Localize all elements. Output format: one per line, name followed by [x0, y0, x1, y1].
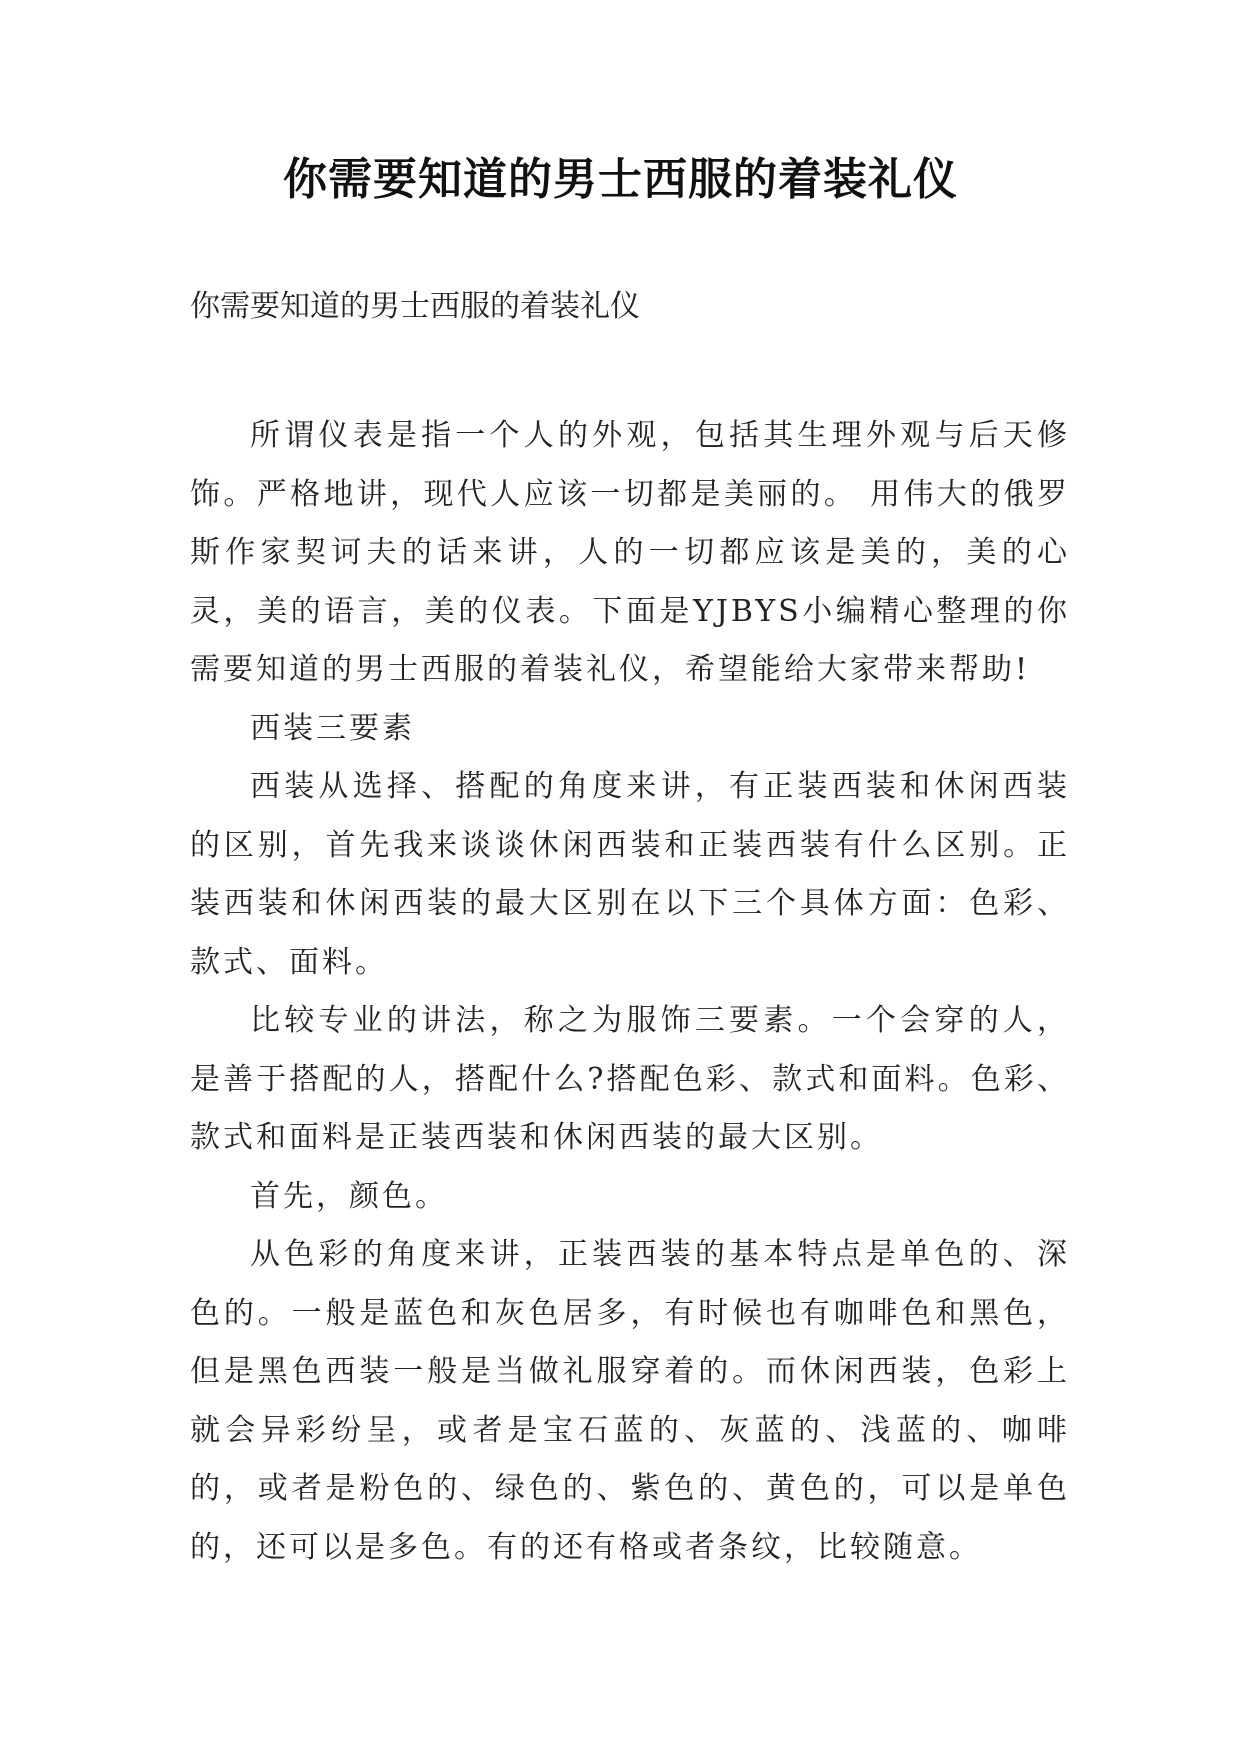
section-heading-three-elements: 西装三要素 — [250, 710, 415, 746]
section-heading-color: 首先，颜色。 — [250, 1178, 448, 1214]
document-body — [190, 407, 1070, 1577]
document-title: 你需要知道的男士西服的着装礼仪 — [283, 154, 958, 205]
paragraph-three-elements: 比较专业的讲法，称之为服饰三要素。一个会穿的人，是善于搭配的人，搭配什么?搭配色彩、款式和面料。色彩、款式和面料是正装西装和休闲西装的最大区别。 — [190, 1003, 1070, 1155]
paragraph-suit-types: 西装从选择、搭配的角度来讲，有正装西装和休闲西装的区别，首先我来谈谈休闲西装和正装西装有什么区别。正装西装和休闲西装的最大区别在以下三个具体方面：色彩、款式、面料。 — [190, 769, 1070, 980]
paragraph-color: 从色彩的角度来讲，正装西装的基本特点是单色的、深色的。一般是蓝色和灰色居多，有时候也有咖啡色和黑色，但是黑色西装一般是当做礼服穿着的。而休闲西装，色彩上就会异彩纷呈，或者是宝石蓝的、灰蓝的、浅蓝的、咖啡的，或者是粉色的、绿色的、紫色的、黄色的，可以是单色的，还可以是多色。有的还有格或者条纹，比较随意。 — [190, 1237, 1070, 1565]
paragraph-intro: 所谓仪表是指一个人的外观，包括其生理外观与后天修饰。严格地讲，现代人应该一切都是美丽的。 用伟大的俄罗斯作家契诃夫的话来讲，人的一切都应该是美的，美的心灵，美的语言，美的仪表。下面是YJBYS小编精心整理的你需要知道的男士西服的着装礼仪，希望能给大家带来帮助! — [190, 418, 1070, 687]
document-subtitle: 你需要知道的男士西服的着装礼仪 — [190, 289, 640, 324]
